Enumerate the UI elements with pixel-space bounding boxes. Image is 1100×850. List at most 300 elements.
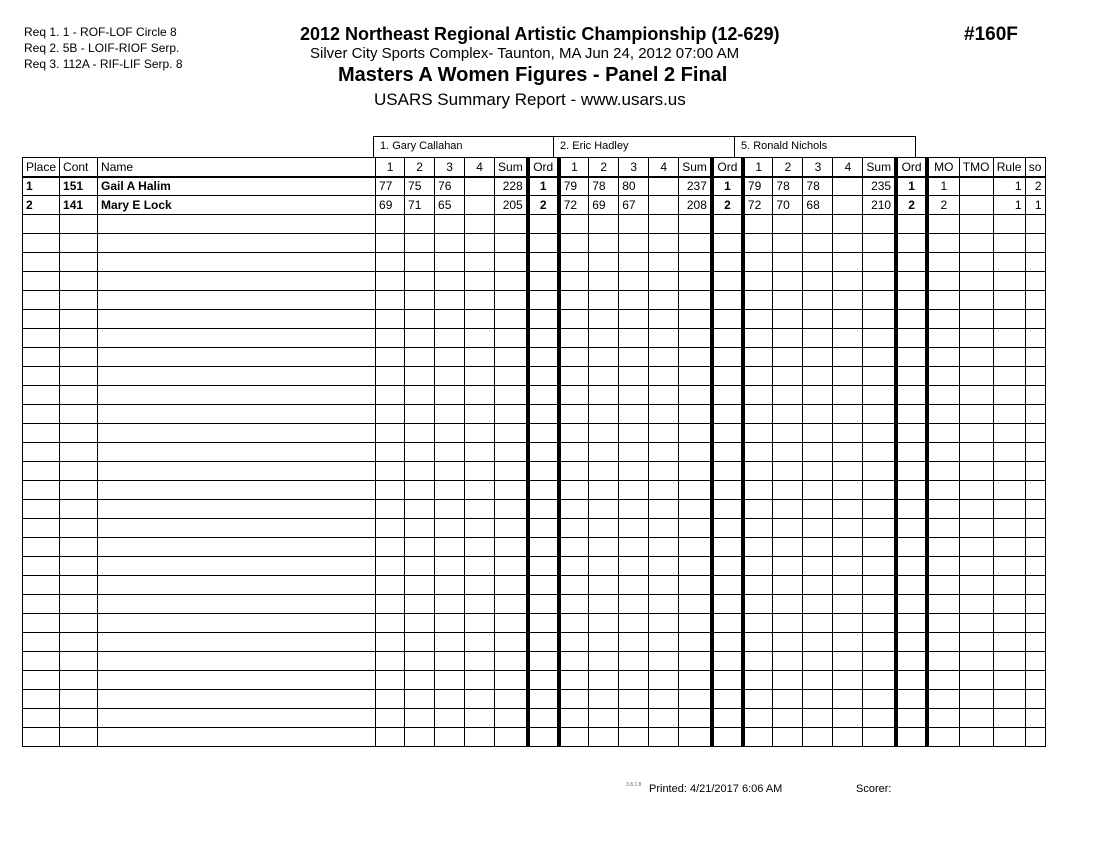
empty-cell [649,443,679,462]
table-row [23,177,1046,196]
empty-cell [993,405,1025,424]
empty-cell [528,348,559,367]
empty-cell [927,671,959,690]
empty-cell [23,348,60,367]
report-title: USARS Summary Report - www.usars.us [374,90,686,109]
empty-cell [712,481,743,500]
empty-cell [23,690,60,709]
empty-cell [60,519,98,538]
empty-cell [1025,633,1045,652]
score-3-cell: 65 [435,196,465,215]
empty-cell [803,671,833,690]
empty-cell [896,310,927,329]
empty-cell [619,424,649,443]
sum-cell: 228 [495,177,528,196]
empty-cell [896,538,927,557]
empty-cell [559,367,589,386]
ordinal-cell: 2 [896,196,927,215]
empty-cell [435,538,465,557]
empty-cell [559,614,589,633]
empty-cell [376,215,405,234]
empty-cell [405,633,435,652]
empty-cell [465,329,495,348]
empty-cell [649,690,679,709]
empty-cell [465,500,495,519]
empty-cell [495,405,528,424]
empty-cell [619,272,649,291]
empty-cell [405,614,435,633]
col-so: so [1025,158,1045,177]
empty-cell [863,614,896,633]
empty-cell [376,405,405,424]
empty-cell [435,272,465,291]
empty-cell [465,595,495,614]
score-1-cell: 72 [743,196,773,215]
empty-cell [60,234,98,253]
empty-cell [376,367,405,386]
score-4-cell [649,196,679,215]
empty-cell [23,576,60,595]
empty-cell [833,253,863,272]
empty-cell [465,348,495,367]
empty-cell [405,405,435,424]
empty-cell [465,576,495,595]
empty-cell [959,348,993,367]
empty-cell [1025,367,1045,386]
empty-cell [927,310,959,329]
empty-cell [559,652,589,671]
j3-col-ord: Ord [896,158,927,177]
empty-cell [863,253,896,272]
empty-cell [435,386,465,405]
empty-cell [743,519,773,538]
empty-cell [435,728,465,747]
empty-cell [559,215,589,234]
empty-cell [589,405,619,424]
empty-cell [619,690,649,709]
empty-cell [619,595,649,614]
empty-cell [559,576,589,595]
requirement-2: Req 2. 5B - LOIF-RIOF Serp. [24,41,180,55]
empty-cell [559,272,589,291]
empty-cell [833,557,863,576]
empty-cell [773,652,803,671]
empty-cell [435,481,465,500]
empty-cell [23,614,60,633]
col-place: Place [23,158,60,177]
empty-cell [833,500,863,519]
empty-cell [589,253,619,272]
empty-cell [679,215,712,234]
empty-cell [803,633,833,652]
empty-cell [803,595,833,614]
empty-cell [959,405,993,424]
empty-cell [619,538,649,557]
empty-row [23,614,1046,633]
score-1-cell: 72 [559,196,589,215]
empty-cell [98,272,376,291]
empty-cell [60,652,98,671]
empty-cell [712,443,743,462]
empty-cell [405,538,435,557]
empty-cell [993,690,1025,709]
empty-cell [60,443,98,462]
empty-cell [712,215,743,234]
empty-cell [993,367,1025,386]
empty-row [23,652,1046,671]
empty-cell [465,557,495,576]
empty-cell [435,291,465,310]
empty-cell [465,272,495,291]
empty-cell [993,424,1025,443]
empty-cell [60,329,98,348]
empty-cell [435,462,465,481]
score-4-cell [465,196,495,215]
empty-cell [743,291,773,310]
empty-row [23,367,1046,386]
empty-cell [528,709,559,728]
empty-cell [376,500,405,519]
empty-cell [896,272,927,291]
empty-cell [679,652,712,671]
empty-cell [589,272,619,291]
empty-cell [803,367,833,386]
empty-cell [927,462,959,481]
column-header-row [23,158,1046,177]
empty-cell [60,367,98,386]
empty-cell [863,424,896,443]
empty-cell [773,576,803,595]
empty-cell [619,519,649,538]
empty-cell [98,652,376,671]
empty-cell [959,633,993,652]
empty-cell [435,253,465,272]
empty-cell [863,386,896,405]
empty-cell [619,329,649,348]
empty-row [23,386,1046,405]
empty-cell [1025,538,1045,557]
empty-cell [376,253,405,272]
empty-cell [743,462,773,481]
empty-cell [833,728,863,747]
empty-cell [773,348,803,367]
empty-row [23,215,1046,234]
empty-cell [803,481,833,500]
empty-cell [773,386,803,405]
empty-cell [833,215,863,234]
empty-cell [619,386,649,405]
empty-cell [405,234,435,253]
j2-col-2: 2 [589,158,619,177]
empty-cell [619,576,649,595]
empty-cell [679,348,712,367]
score-4-cell [465,177,495,196]
empty-cell [833,576,863,595]
empty-cell [495,348,528,367]
empty-cell [712,500,743,519]
empty-cell [465,481,495,500]
empty-cell [98,348,376,367]
empty-cell [405,728,435,747]
empty-cell [376,690,405,709]
empty-cell [98,310,376,329]
score-2-cell: 75 [405,177,435,196]
empty-cell [679,462,712,481]
empty-cell [1025,462,1045,481]
empty-cell [649,215,679,234]
empty-cell [495,576,528,595]
empty-cell [649,386,679,405]
empty-cell [528,652,559,671]
empty-cell [528,424,559,443]
empty-cell [495,386,528,405]
empty-cell [405,557,435,576]
empty-cell [712,272,743,291]
empty-cell [465,234,495,253]
empty-cell [896,367,927,386]
empty-row [23,462,1046,481]
empty-cell [896,633,927,652]
empty-cell [679,272,712,291]
empty-row [23,557,1046,576]
empty-cell [376,538,405,557]
empty-cell [833,405,863,424]
empty-cell [528,690,559,709]
empty-cell [1025,272,1045,291]
empty-cell [435,367,465,386]
empty-cell [863,538,896,557]
empty-cell [679,310,712,329]
empty-cell [863,272,896,291]
empty-cell [465,652,495,671]
empty-cell [589,443,619,462]
empty-cell [98,291,376,310]
table-row [23,196,1046,215]
empty-cell [23,215,60,234]
empty-cell [833,386,863,405]
empty-row [23,576,1046,595]
event-number: #160F [964,24,1018,45]
empty-cell [773,690,803,709]
judge-2-header: 2. Eric Hadley [553,136,735,157]
empty-cell [773,253,803,272]
empty-cell [23,481,60,500]
empty-cell [98,329,376,348]
empty-cell [60,272,98,291]
empty-cell [98,633,376,652]
empty-cell [927,386,959,405]
empty-cell [589,595,619,614]
empty-cell [927,253,959,272]
empty-cell [435,595,465,614]
empty-cell [863,595,896,614]
cont-cell: 141 [60,196,98,215]
empty-cell [927,595,959,614]
empty-cell [803,424,833,443]
empty-cell [559,386,589,405]
place-cell: 1 [23,177,60,196]
empty-cell [495,367,528,386]
empty-cell [743,671,773,690]
empty-cell [833,443,863,462]
empty-cell [649,576,679,595]
empty-cell [649,614,679,633]
empty-cell [743,709,773,728]
empty-cell [896,576,927,595]
empty-cell [863,443,896,462]
empty-cell [60,348,98,367]
empty-cell [559,728,589,747]
empty-cell [405,481,435,500]
empty-cell [993,481,1025,500]
empty-cell [803,709,833,728]
empty-cell [679,728,712,747]
empty-cell [993,519,1025,538]
empty-row [23,538,1046,557]
empty-cell [589,538,619,557]
empty-cell [465,291,495,310]
empty-cell [528,576,559,595]
empty-cell [833,671,863,690]
j1-col-sum: Sum [495,158,528,177]
empty-cell [60,386,98,405]
empty-cell [833,709,863,728]
empty-cell [60,671,98,690]
empty-cell [528,481,559,500]
empty-cell [98,519,376,538]
empty-cell [98,671,376,690]
empty-cell [60,576,98,595]
empty-cell [959,386,993,405]
empty-cell [405,462,435,481]
empty-cell [23,367,60,386]
empty-cell [589,215,619,234]
empty-cell [1025,709,1045,728]
empty-cell [927,234,959,253]
empty-cell [773,443,803,462]
empty-cell [1025,405,1045,424]
empty-cell [863,462,896,481]
empty-cell [927,728,959,747]
empty-cell [679,234,712,253]
empty-cell [23,462,60,481]
empty-cell [959,329,993,348]
empty-cell [803,386,833,405]
empty-cell [743,424,773,443]
empty-cell [559,462,589,481]
ordinal-cell: 1 [896,177,927,196]
empty-cell [649,519,679,538]
empty-cell [896,405,927,424]
col-rule: Rule [993,158,1025,177]
empty-cell [376,424,405,443]
empty-cell [495,329,528,348]
empty-cell [23,253,60,272]
empty-cell [712,576,743,595]
empty-cell [589,291,619,310]
j1-col-4: 4 [465,158,495,177]
empty-cell [619,614,649,633]
empty-cell [773,500,803,519]
empty-cell [23,272,60,291]
score-4-cell [833,177,863,196]
empty-cell [959,462,993,481]
empty-cell [405,291,435,310]
empty-cell [98,215,376,234]
empty-cell [993,310,1025,329]
empty-cell [60,424,98,443]
empty-cell [435,652,465,671]
empty-cell [589,728,619,747]
score-2-cell: 78 [773,177,803,196]
empty-cell [959,443,993,462]
empty-cell [619,709,649,728]
empty-row [23,633,1046,652]
results-table [22,157,1046,747]
empty-row [23,348,1046,367]
empty-cell [376,595,405,614]
empty-cell [23,595,60,614]
empty-cell [712,405,743,424]
ordinal-cell: 2 [528,196,559,215]
empty-cell [376,709,405,728]
empty-cell [896,500,927,519]
empty-cell [773,633,803,652]
empty-cell [649,709,679,728]
empty-row [23,690,1046,709]
empty-cell [98,367,376,386]
empty-cell [1025,500,1045,519]
empty-cell [465,424,495,443]
empty-cell [833,234,863,253]
empty-cell [435,443,465,462]
empty-cell [743,348,773,367]
empty-cell [803,652,833,671]
empty-cell [773,462,803,481]
empty-cell [803,576,833,595]
empty-row [23,519,1046,538]
sum-cell: 237 [679,177,712,196]
empty-cell [60,633,98,652]
empty-cell [712,424,743,443]
empty-row [23,500,1046,519]
name-cell: Mary E Lock [98,196,376,215]
empty-cell [993,500,1025,519]
j1-col-ord: Ord [528,158,559,177]
ordinal-cell: 1 [528,177,559,196]
empty-cell [589,633,619,652]
empty-cell [649,272,679,291]
empty-cell [528,386,559,405]
empty-cell [993,348,1025,367]
empty-cell [896,329,927,348]
empty-cell [803,405,833,424]
empty-cell [863,671,896,690]
empty-row [23,405,1046,424]
empty-cell [803,614,833,633]
rule-cell: 1 [993,177,1025,196]
empty-cell [1025,291,1045,310]
empty-cell [712,595,743,614]
empty-cell [649,728,679,747]
empty-cell [679,386,712,405]
venue-date: Silver City Sports Complex- Taunton, MA Jun 24, 2012 07:00 AM [310,45,740,62]
empty-cell [376,272,405,291]
empty-cell [803,329,833,348]
empty-cell [23,557,60,576]
empty-cell [927,500,959,519]
rule-cell: 1 [993,196,1025,215]
